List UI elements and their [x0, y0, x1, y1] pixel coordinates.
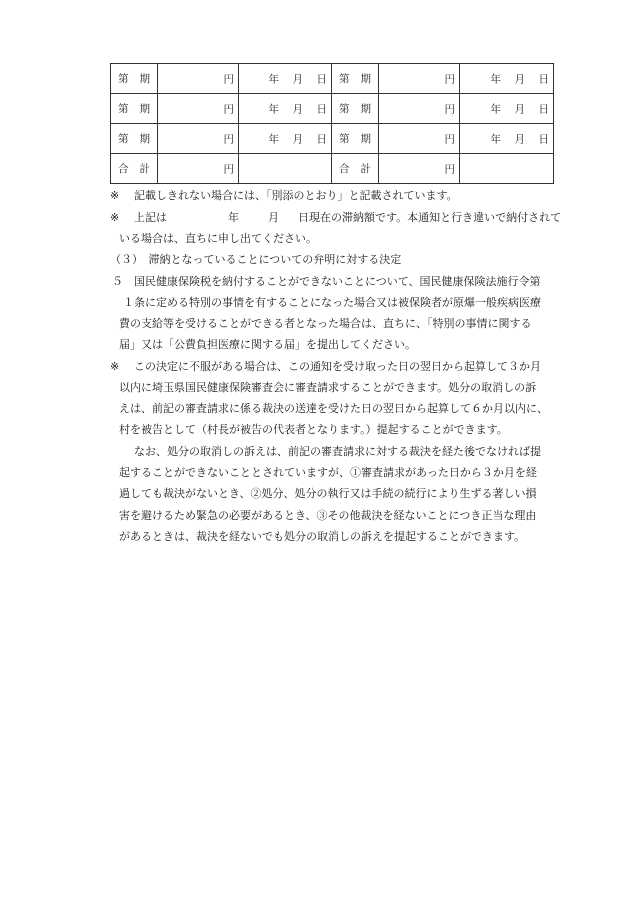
note-balance-month: 月 [268, 211, 279, 224]
period-label-cell [111, 94, 158, 124]
amount-cell [379, 154, 460, 184]
period-label-cell [111, 64, 158, 94]
appeal-line: この決定に不服がある場合は、この通知を受け取った日の翌日から起算して３か月 [134, 360, 541, 373]
period-label-second: 期 [139, 133, 150, 145]
note-balance-year: 年 [228, 211, 239, 224]
section-5-line: １条に定める特別の事情を有することになった場合又は被保険者が原爆一般疾病医療 [123, 296, 541, 309]
period-label-first: 第 [118, 103, 129, 115]
period-label-cell [332, 94, 379, 124]
appeal-line: があるときは、裁決を経ないでも処分の取消しの訴えを提起することができます。 [119, 530, 526, 543]
amount-cell [158, 94, 239, 124]
appeal-line: 以内に埼玉県国民健康保険審査会に審査請求することができます。処分の取消しの訴 [119, 381, 537, 394]
amount-cell [158, 154, 239, 184]
due-date-cell [460, 94, 554, 124]
day-unit: 日 [538, 73, 549, 85]
payment-schedule-table [110, 63, 554, 184]
period-label-first: 合 [118, 163, 129, 175]
due-date-cell [460, 64, 554, 94]
month-unit: 月 [514, 73, 525, 85]
year-unit: 年 [268, 73, 279, 85]
appeal-line: えは、前記の審査請求に係る裁決の送達を受けた日の翌日から起算して６か月以内に、 [119, 402, 548, 415]
yen-unit: 円 [444, 163, 455, 175]
year-unit: 年 [490, 73, 501, 85]
day-unit: 日 [316, 133, 327, 145]
note-overflow-text: 記載しきれない場合には、「別添のとおり」と記載されています。 [134, 189, 458, 202]
period-label-second: 期 [139, 103, 150, 115]
table-row [111, 94, 554, 124]
yen-unit: 円 [223, 73, 234, 85]
period-label-second: 期 [360, 133, 371, 145]
month-unit: 月 [514, 133, 525, 145]
section-5-line: 費の支給等を受けることができる者となった場合は、直ちに、「特別の事情に関する [119, 317, 532, 330]
table-row [111, 124, 554, 154]
month-unit: 月 [292, 73, 303, 85]
period-label-first: 第 [118, 133, 129, 145]
period-label-second: 期 [360, 103, 371, 115]
month-unit: 月 [292, 103, 303, 115]
month-unit: 月 [514, 103, 525, 115]
appeal-line: 害を避けるため緊急の必要があるとき、③その他裁決を経ないことにつき正当な理由 [119, 509, 537, 522]
period-label-second: 期 [139, 73, 150, 85]
due-date-cell [239, 94, 332, 124]
appeal-line: なお、処分の取消しの訴えは、前記の審査請求に対する裁決を経た後でなければ提 [134, 445, 541, 458]
amount-cell [379, 124, 460, 154]
period-label-second: 期 [360, 73, 371, 85]
day-unit: 日 [316, 73, 327, 85]
period-label-first: 第 [339, 73, 350, 85]
year-unit: 年 [268, 103, 279, 115]
year-unit: 年 [490, 103, 501, 115]
period-label-second: 計 [360, 163, 371, 175]
section-5-line: 届」又は「公費負担医療に関する届」を提出してください。 [119, 338, 416, 351]
due-date-cell [239, 124, 332, 154]
yen-unit: 円 [223, 103, 234, 115]
note-mark: ※ [110, 189, 120, 202]
table-row [111, 154, 554, 184]
amount-cell [379, 94, 460, 124]
yen-unit: 円 [223, 163, 234, 175]
appeal-line: 起することができないこととされていますが、①審査請求があった日から３か月を経 [119, 466, 537, 479]
year-unit: 年 [268, 133, 279, 145]
note-balance-date-a: 上記は [134, 211, 167, 224]
note-balance-line2: いる場合は、直ちに申し出てください。 [119, 232, 317, 245]
period-label-cell [332, 154, 379, 184]
period-label-cell [111, 124, 158, 154]
section-5-number: ５ [112, 275, 123, 288]
period-label-second: 計 [139, 163, 150, 175]
due-date-cell [239, 154, 332, 184]
appeal-line: 過しても裁決がないとき、②処分、処分の執行又は手続の続行により生ずる著しい損 [119, 487, 537, 500]
appeal-line: 村を被告として（村長が被告の代表者となります。）提起することができます。 [119, 423, 508, 436]
period-label-cell [332, 124, 379, 154]
amount-cell [158, 124, 239, 154]
year-unit: 年 [490, 133, 501, 145]
yen-unit: 円 [444, 103, 455, 115]
payment-schedule-body [111, 64, 554, 184]
note-mark: ※ [110, 360, 120, 373]
note-mark: ※ [110, 211, 120, 224]
amount-cell [379, 64, 460, 94]
section-3-heading: （３） 滞納となっていることについての弁明に対する決定 [110, 253, 402, 266]
due-date-cell [460, 124, 554, 154]
period-label-first: 合 [339, 163, 350, 175]
amount-cell [158, 64, 239, 94]
period-label-first: 第 [339, 133, 350, 145]
table-row [111, 64, 554, 94]
due-date-cell [460, 154, 554, 184]
period-label-first: 第 [118, 73, 129, 85]
note-balance-date-b: 日現在の滞納額です。本通知と行き違いで納付されて [298, 211, 562, 224]
month-unit: 月 [292, 133, 303, 145]
day-unit: 日 [316, 103, 327, 115]
period-label-cell [332, 64, 379, 94]
yen-unit: 円 [444, 133, 455, 145]
day-unit: 日 [538, 103, 549, 115]
yen-unit: 円 [444, 73, 455, 85]
section-5-line: 国民健康保険税を納付することができないことについて、国民健康保険法施行令第 [134, 275, 541, 288]
day-unit: 日 [538, 133, 549, 145]
period-label-first: 第 [339, 103, 350, 115]
period-label-cell [111, 154, 158, 184]
yen-unit: 円 [223, 133, 234, 145]
due-date-cell [239, 64, 332, 94]
